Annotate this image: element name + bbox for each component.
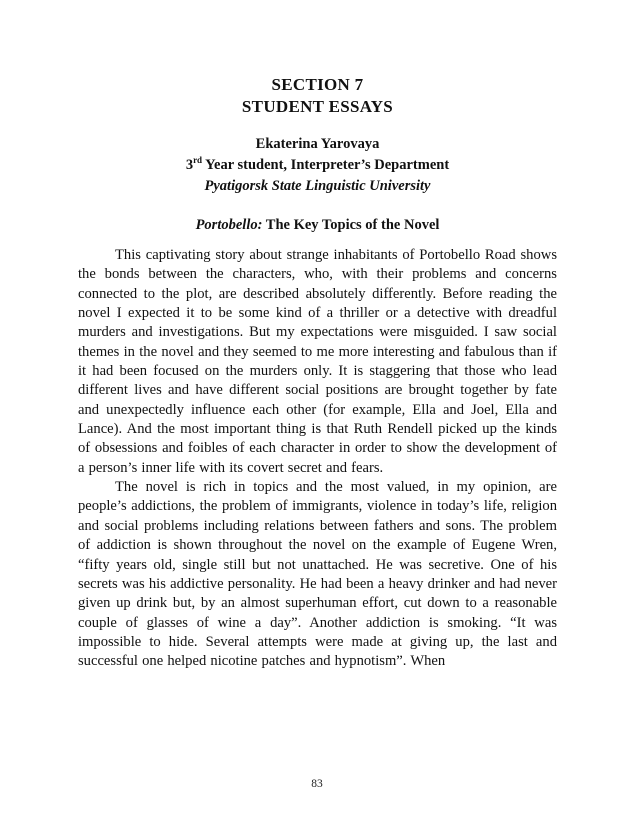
essay-title-rest: The Key Topics of the Novel <box>262 217 440 233</box>
section-heading <box>78 74 557 118</box>
author-year-number: 3 <box>185 157 194 173</box>
essay-title <box>78 215 557 236</box>
essay-body <box>78 246 557 672</box>
author-year-ordinal: rd <box>193 155 203 166</box>
author-block <box>78 134 557 197</box>
author-name: Ekaterina Yarovaya <box>255 136 380 152</box>
section-heading-line2: STUDENT ESSAYS <box>241 97 394 116</box>
essay-paragraph-2: The novel is rich in topics and the most valued, in my opinion, are people’s addictions, the problem of immigrants, violence in today’s life, religion and social problems including relations between fathers and sons. The problem of addiction is shown throughout the novel on the example of Eugene Wren, “fifty years old, single still but not unattached. He was secretive. One of his secrets was his addictive personality. He had been a heavy drinker and had never given up drink but, by an almost superhuman effort, cut down to a reasonable couple of glasses of wine a day”. Another addiction is smoking. “It was impossible to hide. Several attempts were made at giving up, the last and successful one helped nicotine patches and hypnotism”. When <box>78 479 557 670</box>
author-affiliation: Pyatigorsk State Linguistic University <box>204 178 431 194</box>
author-year-line <box>78 155 557 176</box>
section-heading-line1: SECTION 7 <box>271 75 364 94</box>
essay-paragraph-1: This captivating story about strange inhabitants of Portobello Road shows the bonds between the characters, who, with their problems and concerns connected to the plot, are described absolutely differently. Before reading the novel I expected it to be some kind of a thriller or a detective with dreadful murders and investigations. But my expectations were misguided. I saw social themes in the novel and they seemed to me more interesting and fabulous than if it had been focused on the murders only. It is staggering that those who lead different lives and have different social positions are brought together by fate and unexpectedly influence each other (for example, Ella and Joel, Ella and Lance). And the most important thing is that Ruth Rendell picked up the kinds of obsessions and foibles of each character in order to show the development of a person’s inner life with its covert secret and fears. <box>78 247 557 476</box>
author-year-text: Year student, Interpreter’s Department <box>202 157 450 173</box>
page-number: 83 <box>311 778 323 790</box>
essay-title-novel-name: Portobello: <box>195 217 263 233</box>
